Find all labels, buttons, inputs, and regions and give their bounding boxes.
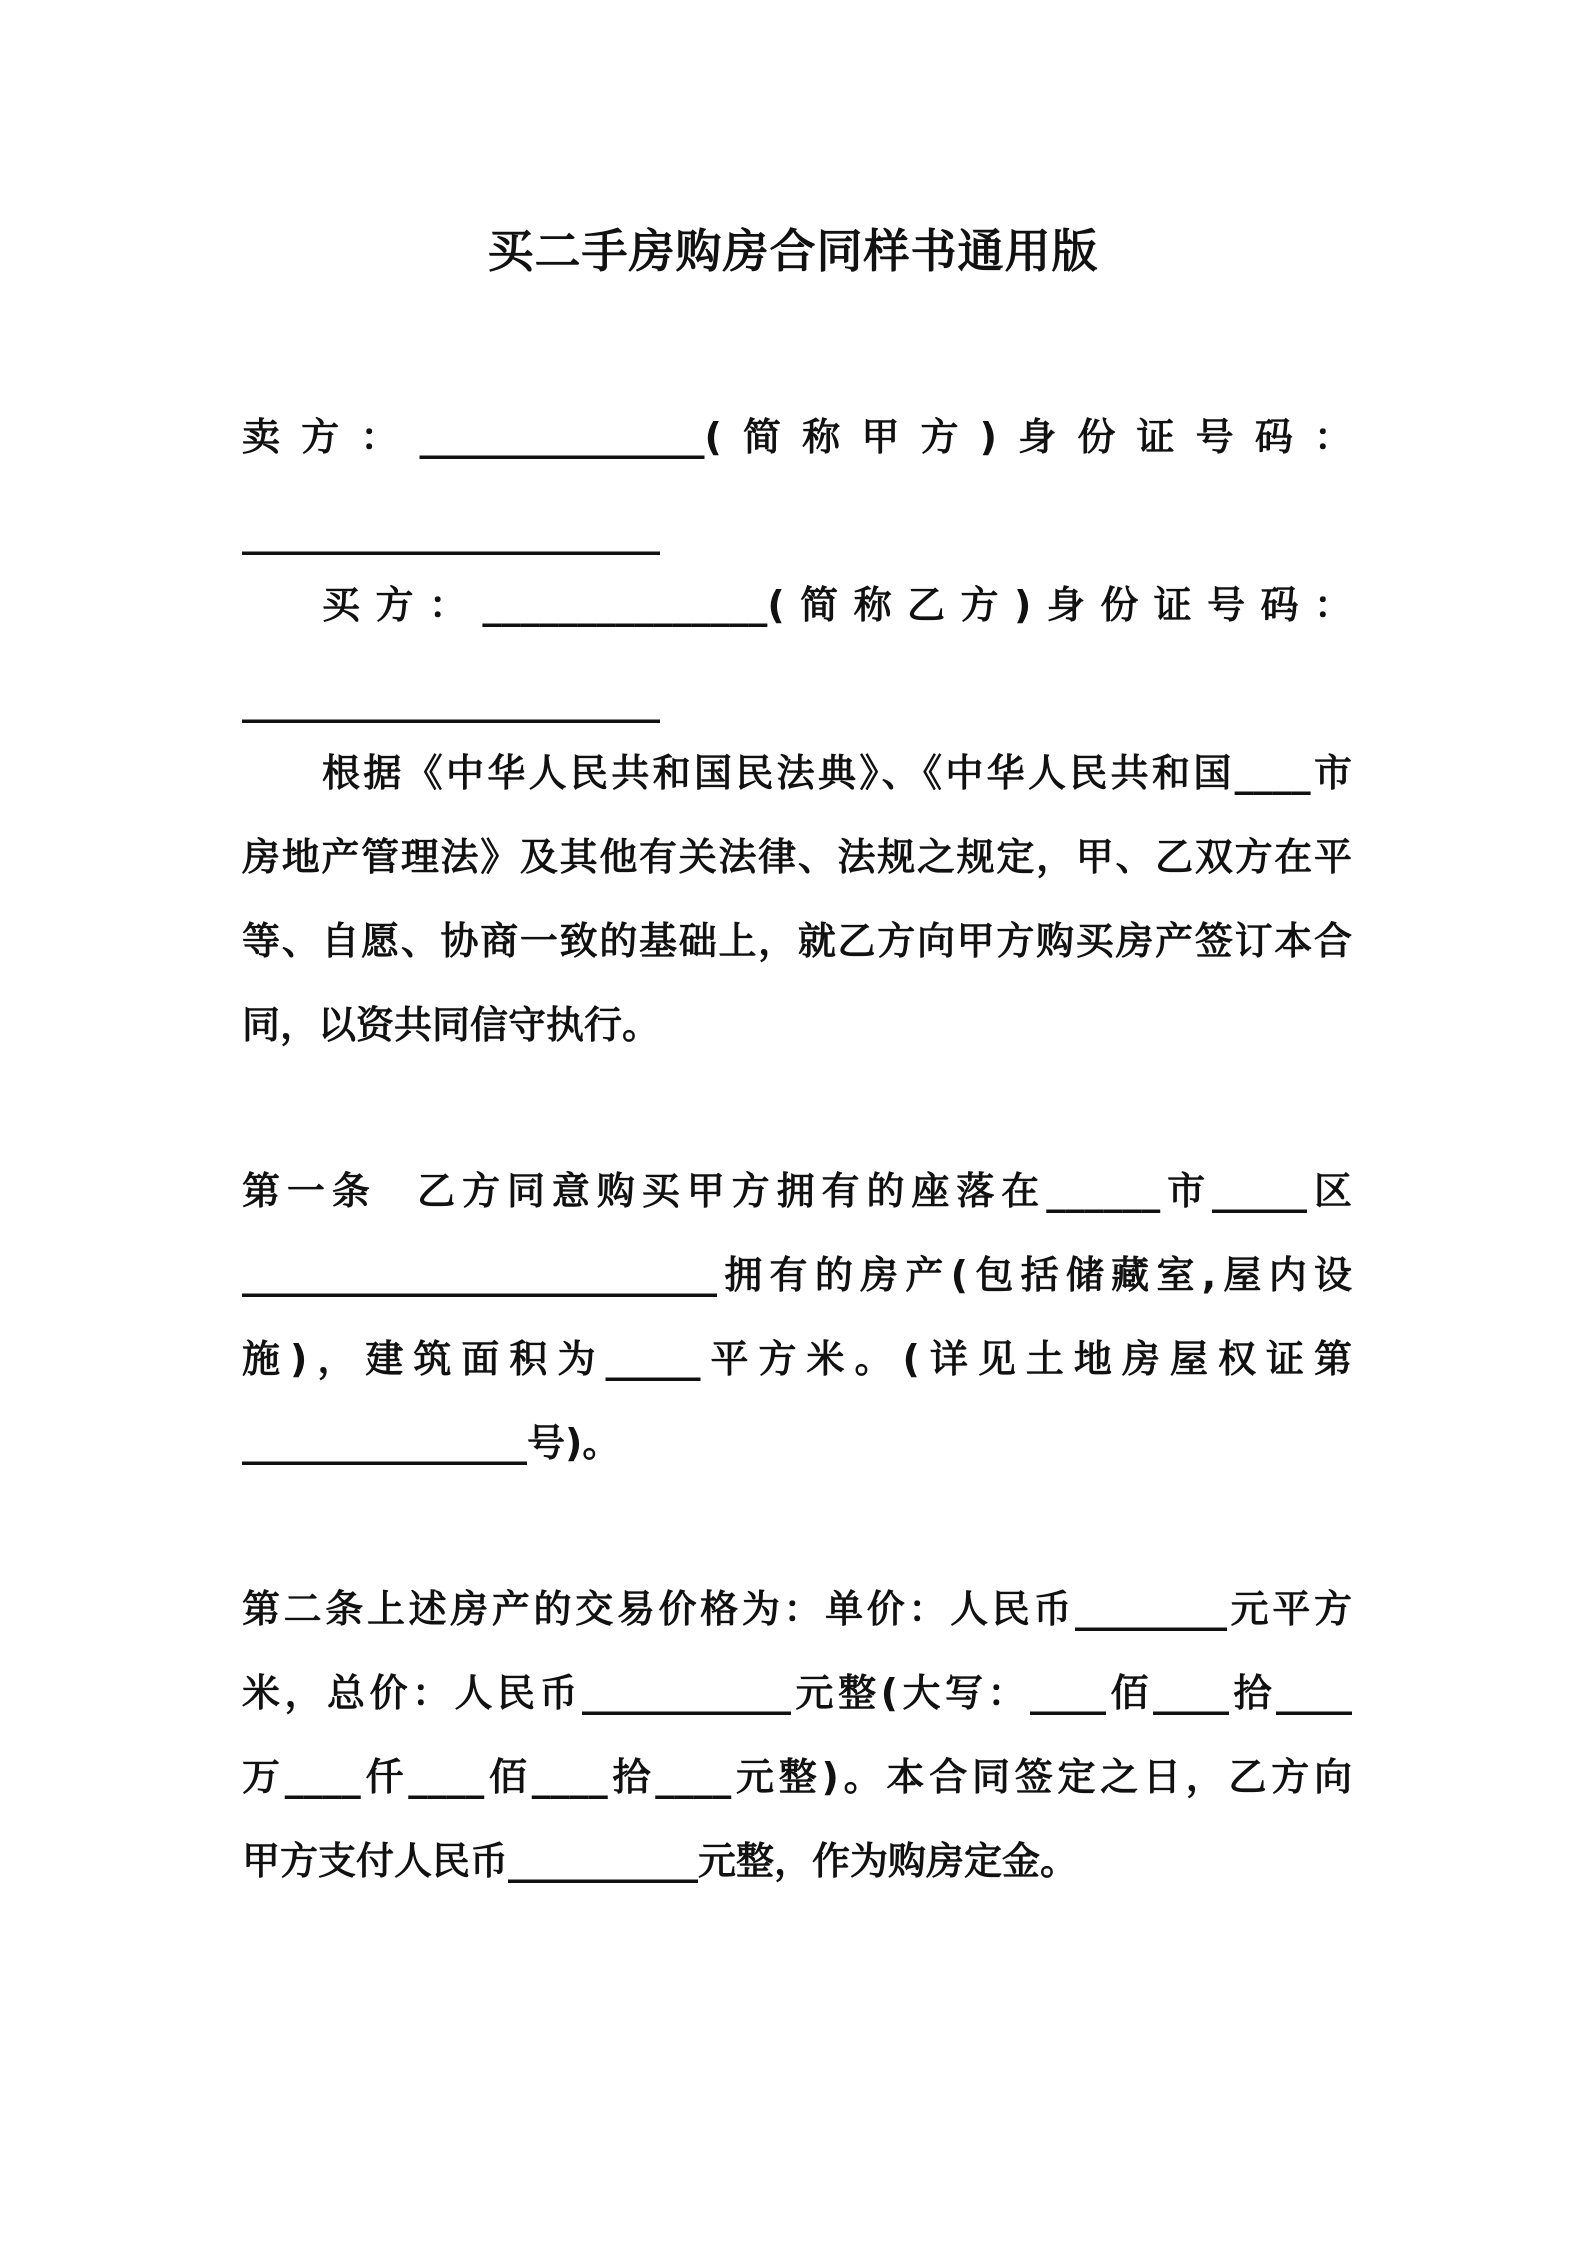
- article-2-line-2: 米，总价：人民币___________元整(大写：____佰____拾____: [242, 1671, 1352, 1715]
- article-2-line-3: 万____仟____佰____拾____元整)。本合同签定之日，乙方向: [242, 1755, 1352, 1799]
- buyer-line: 买方：_______________(简称乙方)身份证号码：: [322, 583, 1352, 627]
- preamble-line-4: 同，以资共同信守执行。: [242, 1003, 661, 1047]
- article-1-line-4: _______________号)。: [242, 1421, 621, 1465]
- page-title: 买二手房购房合同样书通用版: [487, 224, 1099, 278]
- seller-id-blank: ______________________: [242, 511, 660, 555]
- article-2-line-4: 甲方支付人民币__________元整，作为购房定金。: [242, 1839, 1079, 1883]
- article-1-line-2: _________________________拥有的房产(包括储藏室,屋内设: [242, 1253, 1352, 1297]
- article-1-line-1: 第一条 乙方同意购买甲方拥有的座落在______市_____区: [242, 1169, 1352, 1213]
- buyer-id-blank: ______________________: [242, 679, 660, 723]
- seller-line: 卖方：_______________(简称甲方)身份证号码：: [242, 415, 1352, 459]
- article-2-line-1: 第二条上述房产的交易价格为：单价：人民币________元平方: [242, 1587, 1352, 1631]
- preamble-line-1: 根据《中华人民共和国民法典》、《中华人民共和国____市: [322, 751, 1352, 795]
- preamble-line-2: 房地产管理法》及其他有关法律、法规之规定，甲、乙双方在平: [242, 835, 1352, 879]
- preamble-line-3: 等、自愿、协商一致的基础上，就乙方向甲方购买房产签订本合: [242, 919, 1352, 963]
- article-1-line-3: 施)，建筑面积为_____平方米。(详见土地房屋权证第: [242, 1337, 1352, 1381]
